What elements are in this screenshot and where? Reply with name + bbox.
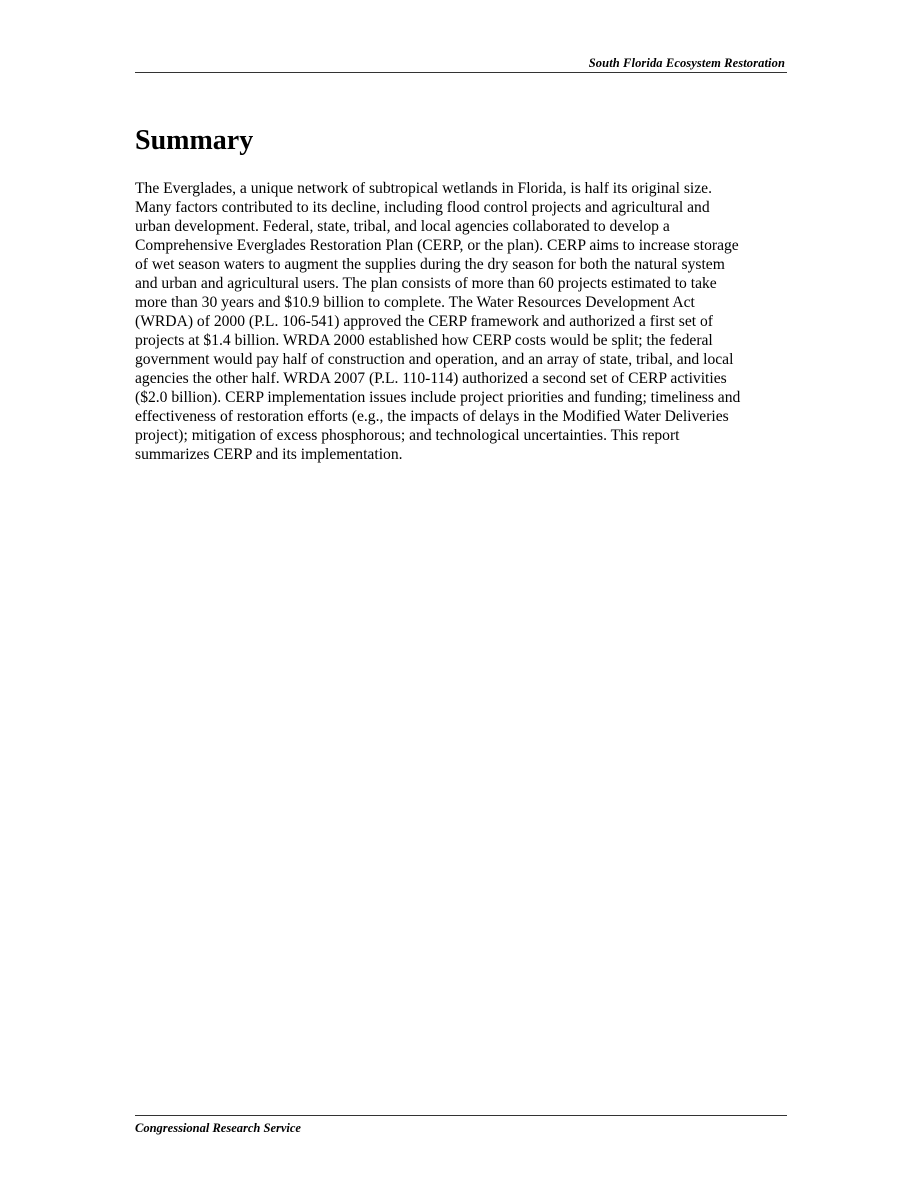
summary-line: projects at $1.4 billion. WRDA 2000 established how CERP costs would be split; the federal (135, 332, 713, 349)
summary-line: ($2.0 billion). CERP implementation issues include project priorities and funding; timeliness and (135, 389, 741, 406)
summary-line: agencies the other half. WRDA 2007 (P.L. 110-114) authorized a second set of CERP activities (135, 370, 727, 387)
summary-line: effectiveness of restoration efforts (e.g., the impacts of delays in the Modified Water Deliveries (135, 408, 729, 425)
running-footer (135, 1115, 787, 1135)
summary-line: more than 30 years and $10.9 billion to complete. The Water Resources Development Act (135, 294, 695, 311)
summary-line: Comprehensive Everglades Restoration Plan (CERP, or the plan). CERP aims to increase storage (135, 237, 739, 254)
summary-line: summarizes CERP and its implementation. (135, 446, 403, 463)
summary-line: and urban and agricultural users. The plan consists of more than 60 projects estimated to take (135, 275, 717, 292)
summary-line: government would pay half of construction and operation, and an array of state, tribal, and local (135, 351, 734, 368)
running-header (135, 56, 787, 73)
summary-line: urban development. Federal, state, tribal, and local agencies collaborated to develop a (135, 218, 670, 235)
page-title: Summary (135, 125, 254, 156)
summary-paragraph (135, 179, 783, 464)
summary-line: project); mitigation of excess phosphorous; and technological uncertainties. This report (135, 427, 680, 444)
summary-line: Many factors contributed to its decline, including flood control projects and agricultural and (135, 199, 710, 216)
running-header-title: South Florida Ecosystem Restoration (588, 56, 785, 70)
summary-line: of wet season waters to augment the supplies during the dry season for both the natural system (135, 256, 725, 273)
summary-line: (WRDA) of 2000 (P.L. 106-541) approved the CERP framework and authorized a first set of (135, 313, 713, 330)
footer-organization: Congressional Research Service (135, 1121, 301, 1135)
summary-line: The Everglades, a unique network of subtropical wetlands in Florida, is half its original size. (135, 180, 712, 197)
